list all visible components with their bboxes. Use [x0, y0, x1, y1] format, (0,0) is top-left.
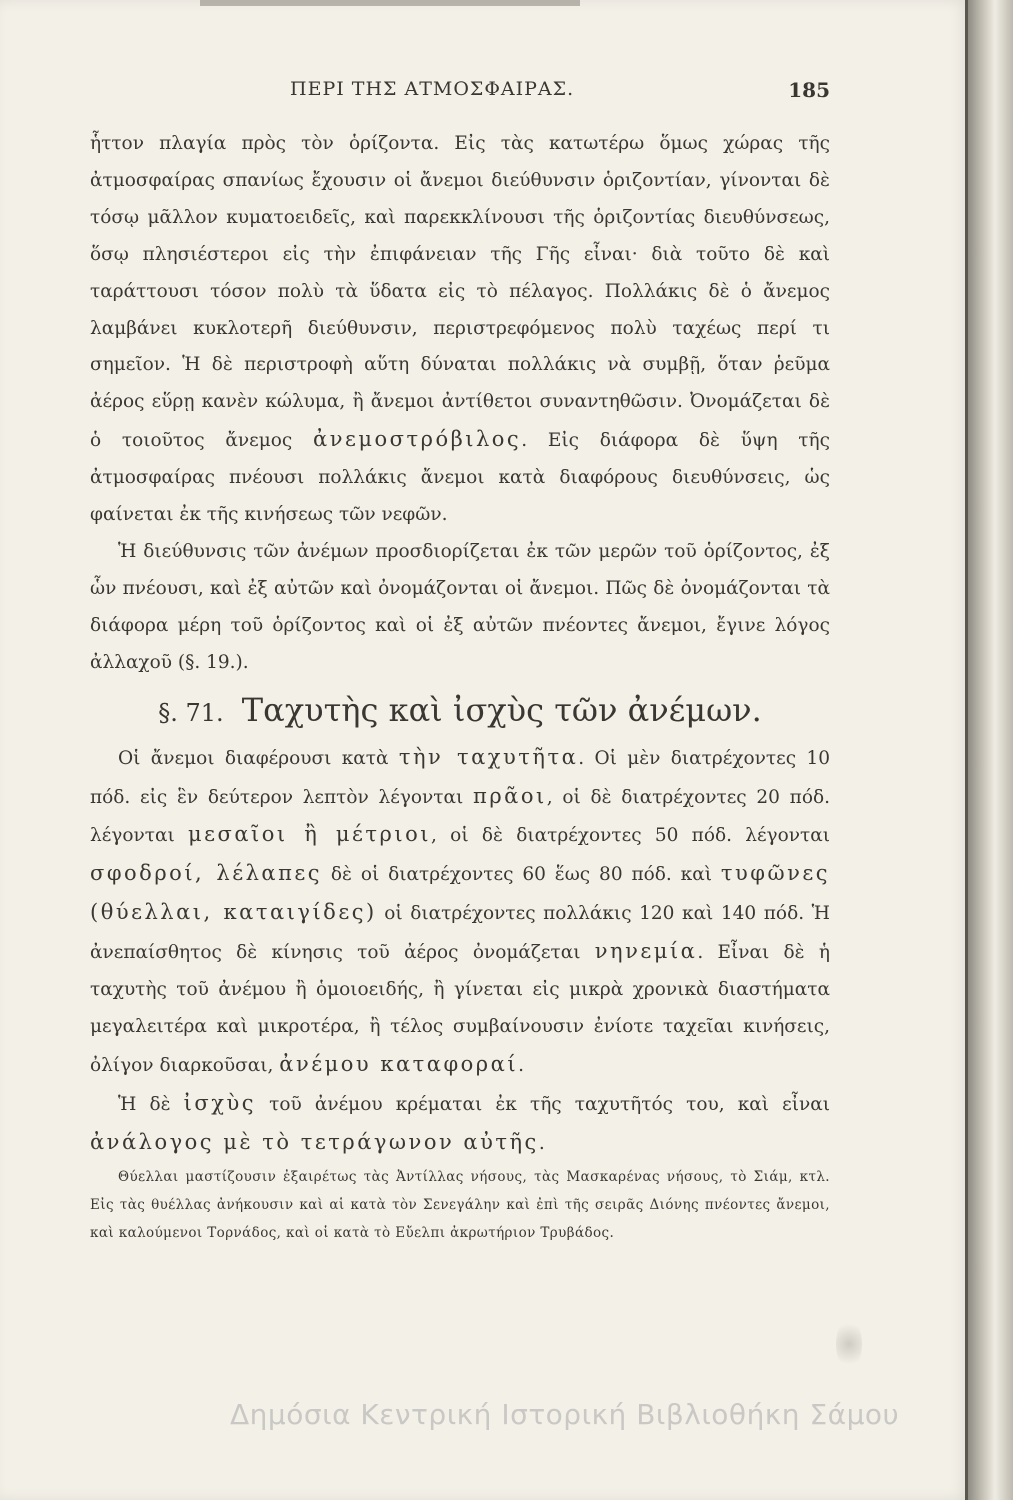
section-title: Ταχυτὴς καὶ ἰσχὺς τῶν ἀνέμων. — [241, 690, 762, 729]
book-spine — [968, 0, 1013, 1500]
text-run: . Εἶναι δὲ ἡ ταχυτὴς τοῦ ἀνέμου ἢ ὁμοιοειδής, ἢ γίνεται εἰς μικρὰ χρονικὰ διαστήματα μεγαλειτέρα καὶ μικροτέρα, ἢ τέλος συμβαίνουσιν ἐνίοτε ταχεῖαι κινήσεις, ὀλίγον διαρκοῦσαι, — [90, 942, 830, 1076]
spaced-emphasis: νηνεμία — [594, 939, 698, 964]
text-run: . Οἱ μὲν διατρέχοντες 10 πόδ. εἰς ἓν δεύτερον λεπτὸν λέγονται — [90, 747, 830, 808]
spaced-emphasis: ἀνεμοστρόβιλος — [313, 427, 522, 452]
spaced-emphasis: ἰσχὺς — [183, 1090, 256, 1115]
page-body — [90, 126, 830, 1247]
text-run: δὲ οἱ διατρέχοντες 60 ἕως 80 πόδ. καὶ — [322, 864, 721, 886]
text-run: τοῦ ἀνέμου κρέμαται ἐκ τῆς ταχυτῆτός του, καὶ εἶναι — [256, 1093, 831, 1115]
text-run: , οἱ δὲ διατρέχοντες 50 πόδ. λέγονται — [431, 825, 830, 847]
paragraph — [90, 534, 830, 682]
text-run: ἧττον πλαγία πρὸς τὸν ὁρίζοντα. Εἰς τὰς κατωτέρω ὅμως χώρας τῆς ἀτμοσφαίρας σπανίως ἔχουσιν οἱ ἄνεμοι διεύθυνσιν ὁριζοντίαν, γίνονται δὲ τόσῳ μᾶλλον κυματοειδεῖς, καὶ παρεκκλίνουσι τῆς ὁριζοντίας διευθύνσεως, ὅσῳ πλησιέστεροι εἰς τὴν ἐπιφάνειαν τῆς Γῆς εἶναι· διὰ τοῦτο δὲ καὶ ταράττουσι τόσον πολὺ τὰ ὕδατα εἰς τὸ πέλαγος. Πολλάκις δὲ ὁ ἄνεμος λαμβάνει κυκλοτερῆ διεύθυνσιν, περιστρεφόμενος πολὺ ταχέως περί τι σημεῖον. Ἡ δὲ περιστροφὴ αὕτη δύναται πολλάκις νὰ συμβῇ, ὅταν ῥεῦμα ἀέρος εὕρῃ κανὲν κώλυμα, ἢ ἄνεμοι ἀντίθετοι συναντηθῶσιν. Ὀνομάζεται δὲ ὁ τοιοῦτος ἄνεμος — [90, 133, 830, 452]
running-title: ΠΕΡΙ ΤΗΣ ΑΤΜΟΣΦΑΙΡΑΣ. — [290, 78, 575, 100]
spaced-emphasis: ἀνάλογος μὲ τὸ τετράγωνον αὐτῆς — [90, 1129, 539, 1154]
spaced-emphasis: τυφῶνες (θύελλαι, καταιγίδες) — [90, 861, 830, 925]
section-number: §. 71. — [158, 698, 224, 727]
running-header — [90, 78, 830, 108]
spaced-emphasis: τὴν ταχυτῆτα — [398, 744, 579, 769]
text-run: . — [518, 1054, 524, 1076]
text-run: . Εἰς διάφορα δὲ ὕψη τῆς ἀτμοσφαίρας πνέουσι πολλάκις ἄνεμοι κατὰ διαφόρους διευθύνσεις, ὡς φαίνεται ἐκ τῆς κινήσεως τῶν νεφῶν. — [90, 430, 830, 526]
paragraph — [90, 126, 830, 534]
page-number: 185 — [788, 78, 830, 102]
text-run: . — [538, 1132, 545, 1154]
spaced-emphasis: μεσαῖοι ἢ μέτριοι — [188, 822, 432, 847]
spaced-emphasis: πρᾶοι — [473, 783, 547, 808]
spaced-emphasis: ἀνέμου καταφοραί — [279, 1051, 519, 1076]
ink-blot — [836, 1318, 862, 1370]
library-watermark: Δημόσια Κεντρική Ιστορική Βιβλιοθήκη Σάμου — [230, 1398, 900, 1431]
section-heading — [90, 688, 830, 735]
text-run: οἱ διατρέχοντες πολλάκις 120 καὶ 140 πόδ. Ἡ ἀνεπαίσθητος δὲ κίνησις τοῦ ἀέρος ὀνομάζεται — [90, 903, 831, 964]
spaced-emphasis: σφοδροί, λέλαπες — [90, 861, 323, 886]
footnote: Θύελλαι μαστίζουσιν ἐξαιρέτως τὰς Ἀντίλλας νήσους, τὰς Μασκαρένας νήσους, τὸ Σιάμ, κτλ. Εἰς τὰς θυέλλας ἀνήκουσιν καὶ αἱ κατὰ τὸν Σενεγάλην καὶ ἐπὶ τῆς σειρᾶς Διόνης πνέοντες ἄνεμοι, καὶ καλούμενοι Τορνάδος, καὶ οἱ κατὰ τὸ Εὔελπι ἀκρωτήριον Τρυβάδος. — [90, 1168, 830, 1241]
paragraph — [90, 1085, 830, 1163]
text-run: Ἡ δὲ — [118, 1093, 184, 1115]
paragraph — [90, 739, 830, 1085]
text-run: Οἱ ἄνεμοι διαφέρουσι κατὰ — [118, 747, 399, 769]
text-run: Ἡ διεύθυνσις τῶν ἀνέμων προσδιορίζεται ἐκ τῶν μερῶν τοῦ ὁρίζοντος, ἐξ ὧν πνέουσι, καὶ ἐξ αὐτῶν καὶ ὀνομάζονται οἱ ἄνεμοι. Πῶς δὲ ὀνομάζονται τὰ διάφορα μέρη τοῦ ὁρίζοντος καὶ οἱ ἐξ αὐτῶν πνέοντες ἄνεμοι, ἔγινε λόγος ἀλλαχοῦ (§. 19.). — [90, 540, 830, 673]
page-top-edge — [200, 0, 580, 6]
text-run: , οἱ δὲ διατρέχοντες 20 πόδ. λέγονται — [90, 786, 830, 847]
